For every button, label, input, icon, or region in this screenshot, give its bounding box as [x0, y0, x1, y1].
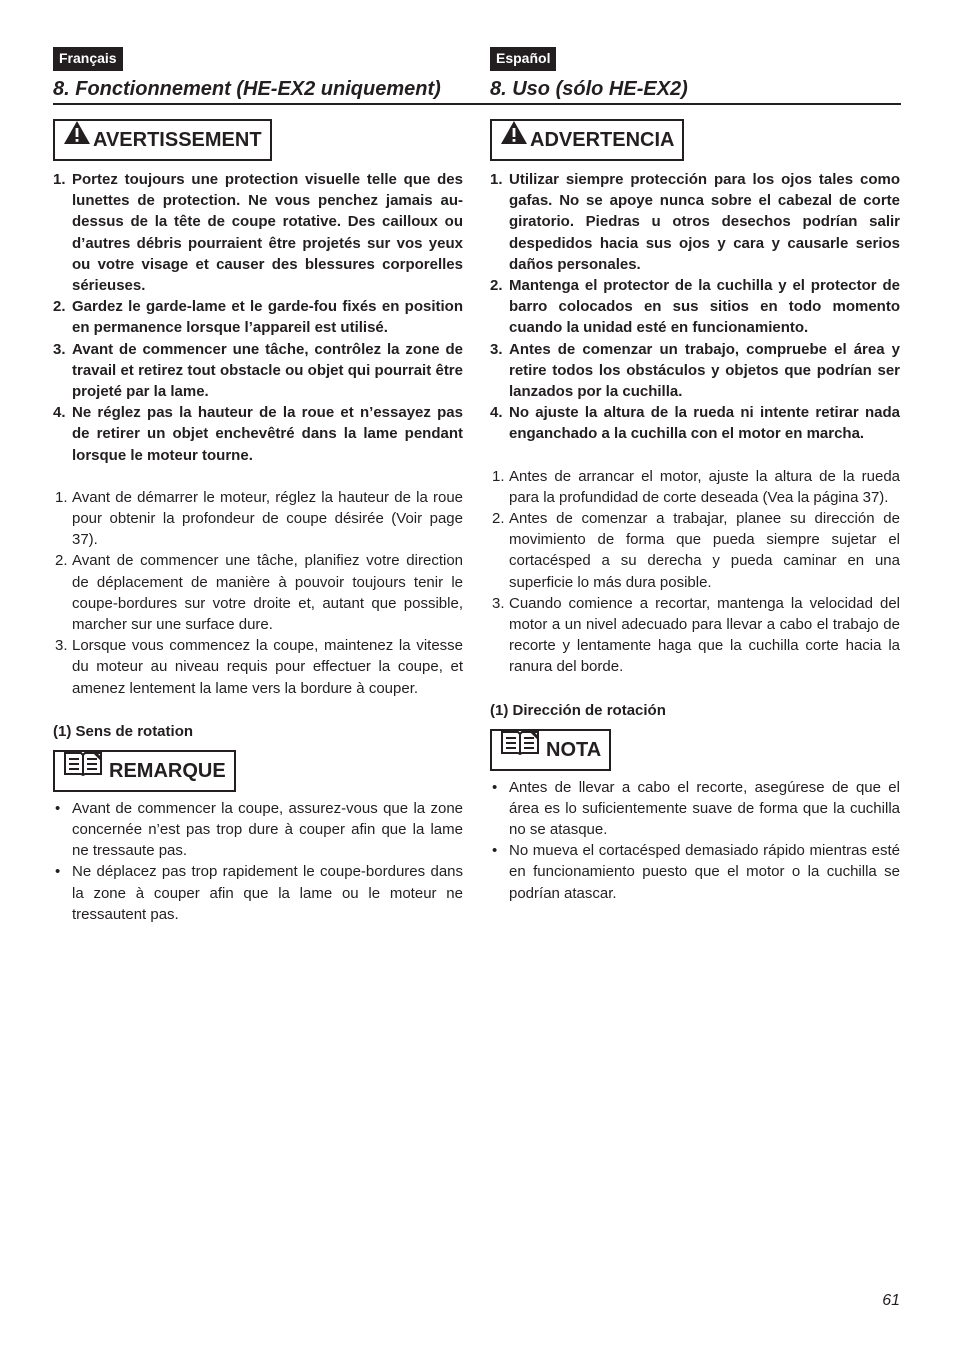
- item-number: 4.: [490, 404, 503, 422]
- warning-heading-label: ADVERTENCIA: [530, 129, 675, 151]
- warning-item: [490, 339, 900, 403]
- item-text: Avant de commencer une tâche, planifiez votre direction de déplacement de manière à pouvoir toujours tenir le coupe-bordures sur votre droite et, autant que possible, marcher sur une surface dure.: [72, 552, 463, 634]
- item-number: 2.: [492, 510, 505, 528]
- language-tab: Español: [490, 47, 556, 71]
- item-text: Antes de comenzar un trabajo, compruebe el área y retire todos los obstáculos y objetos que podrían ser lanzados por la cuchilla.: [509, 340, 900, 401]
- warning-icon: [63, 120, 91, 158]
- warning-item: [53, 339, 463, 403]
- notebook-icon: [500, 729, 540, 768]
- item-number: 3.: [490, 340, 503, 358]
- note-heading-box: [53, 750, 236, 792]
- item-text: Antes de arrancar el motor, ajuste la altura de la rueda para la profundidad de corte deseada (Vea la página 37).: [509, 467, 900, 506]
- warning-item: [490, 402, 900, 444]
- bullet: •: [55, 863, 61, 881]
- item-number: 2.: [55, 552, 68, 570]
- item-text: Ne réglez pas la hauteur de la roue et n’essayez pas de retirer un objet enchevêtré dans la lame pendant lorsque le moteur tourne.: [72, 404, 463, 464]
- step-item: [490, 466, 900, 508]
- note-list: [53, 798, 463, 925]
- warning-item: [53, 402, 463, 466]
- item-text: Utilizar siempre protección para los ojos tales como gafas. No se apoye nunca sobre el cabezal de corte giratorio. Piedras u otros desechos podrían salir despedidos hacia sus ojos y cara y causarle serios daños personales.: [509, 171, 900, 273]
- item-number: 1.: [490, 171, 503, 188]
- section-title: 8. Uso (sólo HE-EX2): [490, 78, 688, 100]
- step-item: [490, 593, 900, 678]
- item-number: 3.: [53, 340, 66, 358]
- note-item: [53, 798, 463, 862]
- warning-list: [490, 169, 900, 445]
- note-list: [490, 777, 900, 904]
- notebook-icon: [63, 750, 103, 789]
- steps-list: [490, 466, 900, 678]
- note-item: [490, 840, 900, 904]
- item-text: Cuando comience a recortar, mantenga la velocidad del motor a un nivel adecuado para llevar a cabo el trabajo de recorte y lentamente haga que la cuchilla corte hacia la ranura del borde.: [509, 594, 900, 676]
- step-item: [53, 487, 463, 551]
- item-number: 2.: [490, 277, 503, 295]
- french-column: [53, 47, 463, 925]
- item-text: Avant de commencer une tâche, contrôlez la zone de travail et retirez tout obstacle ou objet qui pourrait être projeté par la lame.: [72, 340, 463, 401]
- item-number: 3.: [55, 637, 68, 655]
- item-text: Avant de démarrer le moteur, réglez la hauteur de la roue pour obtenir la profondeur de coupe désirée (Voir page 37).: [72, 488, 463, 549]
- figure-caption: (1) Sens de rotation: [53, 722, 194, 740]
- item-text: No mueva el cortacésped demasiado rápido mientras esté en funcionamiento puesto que el motor o la cuchilla se podrían atascar.: [509, 842, 900, 902]
- steps-list: [53, 487, 463, 699]
- note-item: [53, 861, 463, 925]
- spanish-column: [490, 47, 900, 904]
- item-number: 1.: [53, 171, 66, 188]
- step-item: [490, 508, 900, 593]
- bullet: •: [492, 778, 498, 796]
- item-number: 3.: [492, 594, 505, 612]
- item-text: Lorsque vous commencez la coupe, maintenez la vitesse du moteur au niveau requis pour effectuer la coupe, et amenez lentement la lame vers la bordure à couper.: [72, 637, 463, 697]
- step-item: [53, 550, 463, 635]
- item-text: Avant de commencer la coupe, assurez-vous que la zone concernée n’est pas trop dure à couper afin que la lame ne tressaute pas.: [72, 799, 463, 860]
- bullet: •: [492, 842, 498, 860]
- warning-list: [53, 169, 463, 466]
- note-heading-label: REMARQUE: [109, 759, 226, 782]
- warning-item: [53, 169, 463, 296]
- note-heading-label: NOTA: [546, 738, 602, 761]
- note-item: [490, 777, 900, 841]
- item-text: No ajuste la altura de la rueda ni intente retirar nada enganchado a la cuchilla con el motor en marcha.: [509, 404, 900, 443]
- item-text: Antes de llevar a cabo el recorte, asegúrese de que el área es lo suficientemente suave de forma que la cuchilla no se atasque.: [509, 778, 900, 839]
- warning-heading-box: [490, 119, 684, 161]
- warning-item: [490, 169, 900, 275]
- item-text: Portez toujours une protection visuelle telle que des lunettes de protection. Ne vous penchez jamais au-dessus de la tête de coupe rotative. Des cailloux ou d’autres débris pourraient être projetés sur vos yeux ou votre visage et causer des blessures corporelles sérieuses.: [72, 171, 463, 295]
- item-text: Mantenga el protector de la cuchilla y el protector de barro colocados en sus sitios en todo momento cuando la unidad esté en funcionamiento.: [509, 277, 900, 337]
- language-tab: Français: [53, 47, 123, 71]
- warning-item: [53, 296, 463, 338]
- item-text: Ne déplacez pas trop rapidement le coupe-bordures dans la zone à couper afin que la lame ou le moteur ne tressautent pas.: [72, 863, 463, 923]
- item-text: Gardez le garde-lame et le garde-fou fixés en position en permanence lorsque l’appareil est utilisé.: [72, 298, 463, 337]
- warning-heading-box: [53, 119, 272, 161]
- item-number: 1.: [492, 467, 505, 485]
- item-number: 1.: [55, 488, 68, 506]
- item-number: 2.: [53, 298, 66, 316]
- step-item: [53, 635, 463, 699]
- warning-item: [490, 275, 900, 339]
- page-number: 61: [882, 1292, 900, 1309]
- section-title: 8. Fonctionnement (HE-EX2 uniquement): [53, 78, 441, 100]
- warning-heading-label: AVERTISSEMENT: [93, 129, 262, 151]
- item-number: 4.: [53, 404, 66, 422]
- item-text: Antes de comenzar a trabajar, planee su dirección de movimiento de forma que pueda siempre sujetar el cortacésped a su derecha y pueda caminar en una superficie lo más dura posible.: [509, 510, 900, 591]
- bullet: •: [55, 799, 61, 817]
- figure-caption: (1) Dirección de rotación: [490, 701, 666, 719]
- note-heading-box: [490, 729, 611, 771]
- warning-icon: [500, 120, 528, 158]
